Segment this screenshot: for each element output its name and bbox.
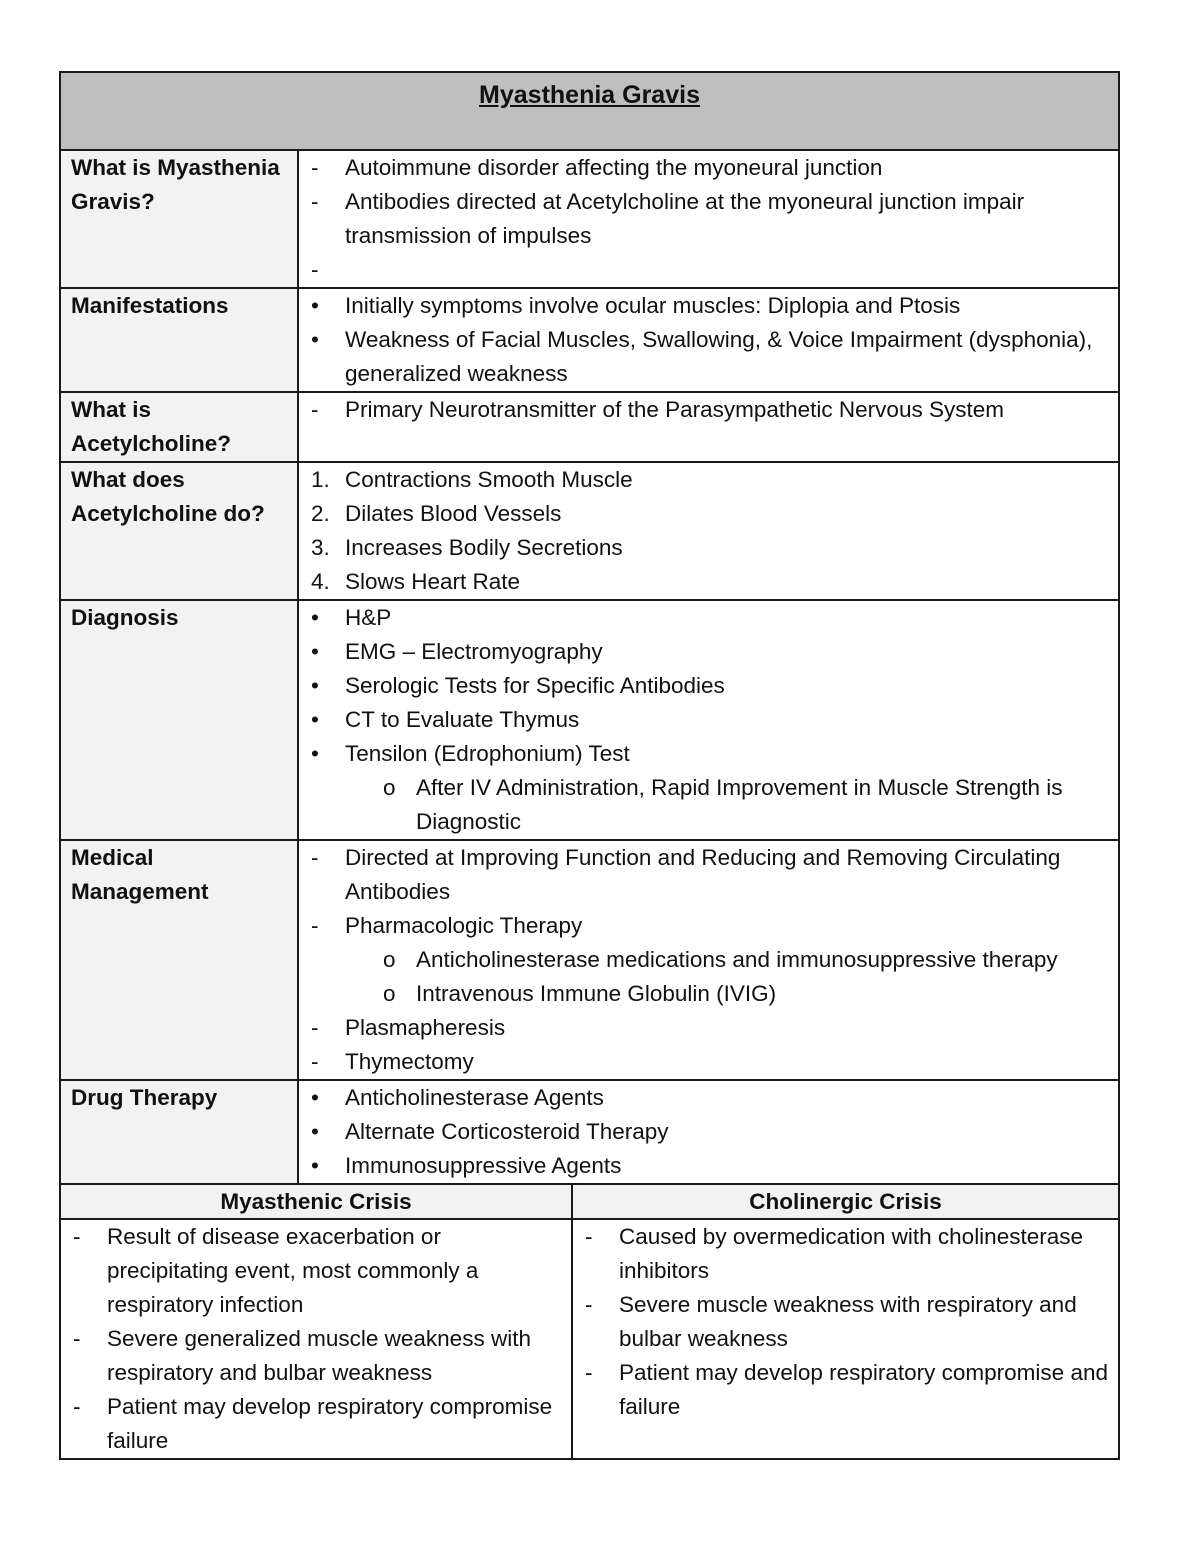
list-item: 2. Dilates Blood Vessels [309,497,1108,531]
bullet-marker: • [311,639,319,664]
row-manifestations [60,288,1119,392]
number-marker: 3. [311,535,330,560]
page-title: Myasthenia Gravis [479,81,700,109]
list-item: - Primary Neurotransmitter of the Parasympathetic Nervous System [309,393,1108,427]
dash-marker: - [311,155,319,180]
list-item: • Tensilon (Edrophonium) Test [309,737,1108,771]
myasthenic-crisis-content [60,1219,572,1459]
dash-marker: - [73,1224,81,1249]
dash-marker: - [585,1224,593,1249]
list-item: - Severe muscle weakness with respiratory and bulbar weakness [583,1288,1110,1356]
list-item [309,253,1108,287]
myasthenia-gravis-table [59,71,1120,1460]
dash-marker: - [311,397,319,422]
myasthenic-crisis-heading: Myasthenic Crisis [60,1184,572,1219]
list-item: - Thymectomy [309,1045,1108,1079]
row-content-medical-management [298,840,1119,1080]
list-item: 4. Slows Heart Rate [309,565,1108,599]
row-content-acetylcholine [298,392,1119,462]
circle-marker: o [383,981,396,1006]
sub-list-item: o Intravenous Immune Globulin (IVIG) [309,977,1108,1011]
crisis-content-row [60,1219,1119,1459]
sub-list-item: o After IV Administration, Rapid Improvement in Muscle Strength is Diagnostic [309,771,1108,839]
title-cell [60,72,1119,150]
bullet-marker: • [311,1085,319,1110]
circle-marker: o [383,947,396,972]
row-ach-function [60,462,1119,600]
list-item: - Pharmacologic Therapy [309,909,1108,943]
dash-marker: - [311,913,319,938]
bullet-marker: • [311,741,319,766]
bullet-marker: • [311,707,319,732]
list-item: - Severe generalized muscle weakness with respiratory and bulbar weakness [71,1322,563,1390]
row-drug-therapy [60,1080,1119,1184]
bullet-marker: • [311,1153,319,1178]
row-label-acetylcholine: What is Acetylcholine? [60,392,298,462]
row-content-what-is [298,150,1119,288]
study-guide-sheet [59,71,1118,1460]
dash-marker: - [585,1292,593,1317]
dash-marker: - [73,1394,81,1419]
row-what-is [60,150,1119,288]
row-content-manifestations [298,288,1119,392]
bullet-marker: • [311,605,319,630]
row-acetylcholine [60,392,1119,462]
crisis-header-row [60,1184,1119,1219]
list-item: • Initially symptoms involve ocular muscles: Diplopia and Ptosis [309,289,1108,323]
dash-marker: - [73,1326,81,1351]
list-item: - Directed at Improving Function and Reducing and Removing Circulating Antibodies [309,841,1108,909]
row-diagnosis [60,600,1119,840]
bullet-marker: • [311,673,319,698]
cholinergic-crisis-heading: Cholinergic Crisis [572,1184,1119,1219]
list-item: • H&P [309,601,1108,635]
row-label-ach-function: What does Acetylcholine do? [60,462,298,600]
dash-marker: - [585,1360,593,1385]
list-item: - Patient may develop respiratory compromise failure [71,1390,563,1458]
row-label-drug-therapy: Drug Therapy [60,1080,298,1184]
list-item: 1. Contractions Smooth Muscle [309,463,1108,497]
circle-marker: o [383,775,396,800]
list-item: • Serologic Tests for Specific Antibodies [309,669,1108,703]
list-item: • CT to Evaluate Thymus [309,703,1108,737]
bullet-marker: • [311,1119,319,1144]
row-label-medical-management: Medical Management [60,840,298,1080]
row-content-ach-function [298,462,1119,600]
title-row [60,72,1119,150]
cholinergic-crisis-content [572,1219,1119,1459]
number-marker: 2. [311,501,330,526]
dash-marker: - [311,1015,319,1040]
bullet-marker: • [311,293,319,318]
row-content-drug-therapy [298,1080,1119,1184]
bullet-marker: • [311,327,319,352]
list-item: - Caused by overmedication with cholinesterase inhibitors [583,1220,1110,1288]
list-item: - Plasmapheresis [309,1011,1108,1045]
list-item: - Autoimmune disorder affecting the myoneural junction [309,151,1108,185]
list-item: • Alternate Corticosteroid Therapy [309,1115,1108,1149]
list-item: • Weakness of Facial Muscles, Swallowing, & Voice Impairment (dysphonia), generalized weakness [309,323,1108,391]
list-item: - Patient may develop respiratory compromise and failure [583,1356,1110,1424]
list-item: - Result of disease exacerbation or precipitating event, most commonly a respiratory infection [71,1220,563,1322]
row-label-diagnosis: Diagnosis [60,600,298,840]
list-item: • Immunosuppressive Agents [309,1149,1108,1183]
dash-marker: - [311,845,319,870]
dash-marker: - [311,1049,319,1074]
list-item: • EMG – Electromyography [309,635,1108,669]
row-medical-management [60,840,1119,1080]
list-item: • Anticholinesterase Agents [309,1081,1108,1115]
row-label-manifestations: Manifestations [60,288,298,392]
row-label-what-is: What is Myasthenia Gravis? [60,150,298,288]
number-marker: 1. [311,467,330,492]
list-item: - Antibodies directed at Acetylcholine at the myoneural junction impair transmission of impulses [309,185,1108,253]
list-item: 3. Increases Bodily Secretions [309,531,1108,565]
row-content-diagnosis [298,600,1119,840]
dash-marker: - [311,189,319,214]
number-marker: 4. [311,569,330,594]
sub-list-item: o Anticholinesterase medications and immunosuppressive therapy [309,943,1108,977]
dash-marker: - [311,257,319,282]
